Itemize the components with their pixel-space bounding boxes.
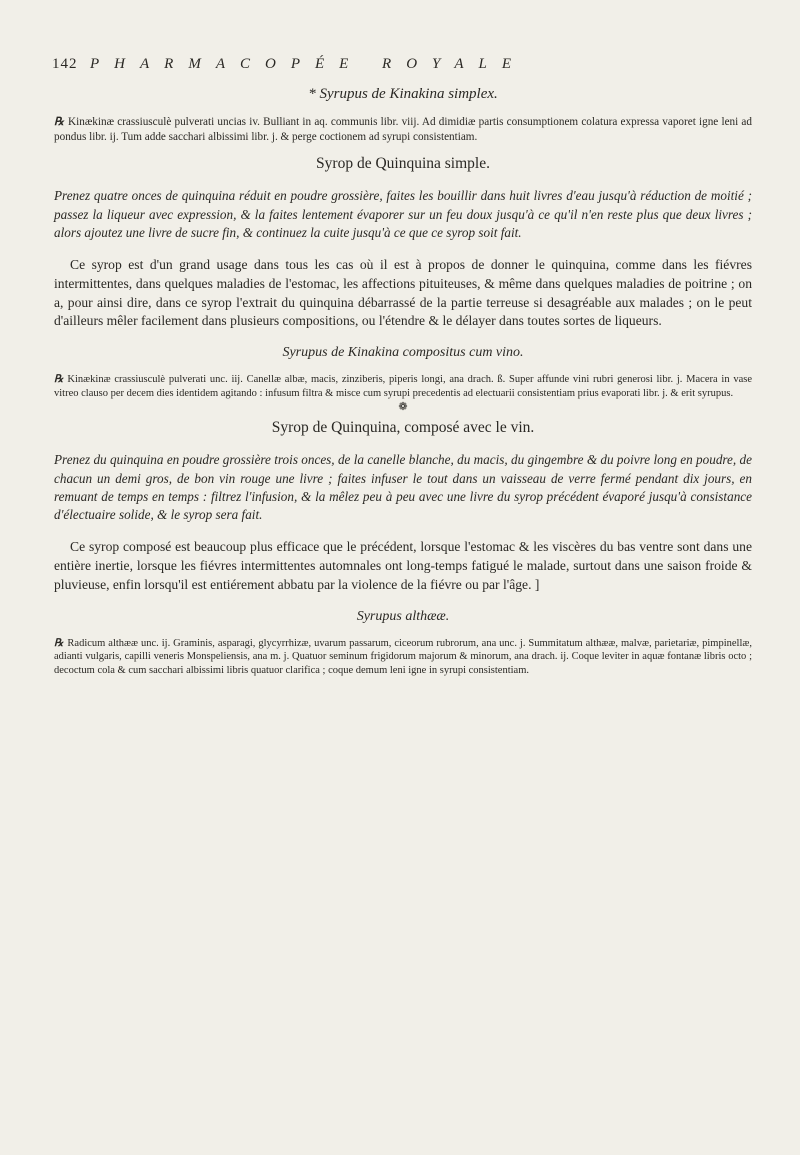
recipe-section: [54, 86, 752, 331]
latin-recipe-body: Kinækinæ crassiusculè pulverati unc. iij. Canellæ albæ, macis, zinziberis, piperis longi, ana drach. ß. Super affunde vini rubri generosi libr. j. Macera in vase vitreo clauso per decem dies identidem agitando : infusum filtra & misce cum syrupi precedentis ad electuarii consistentiam prius evaporati libr. j. & erit syrupus.: [54, 374, 752, 399]
latin-recipe-text: [54, 373, 752, 400]
commentary-paragraph: Ce syrop composé est beaucoup plus efficace que le précédent, lorsque l'estomac & les viscères du bas ventre sont dans une entière inertie, lorsque les fiévres intermittentes automnales ont long-temps fatigué le malade, surtout dans une saison froide & pluvieuse, enfin lorsqu'il est entiérement abbatu par la violence de la fiévre ou par l'âge. ]: [54, 539, 752, 592]
page-header: [52, 56, 748, 78]
recipe-section: [54, 609, 752, 678]
page-body: [54, 86, 752, 687]
recipe-symbol-icon: ℞: [54, 374, 64, 386]
french-recipe-title: Syrop de Quinquina simple.: [316, 155, 490, 173]
latin-recipe-title: * Syrupus de Kinakina simplex.: [308, 86, 498, 102]
latin-recipe-body: Kinækinæ crassiusculè pulverati uncias iv. Bulliant in aq. communis libr. viij. Ad dimidiæ partis consumptionem colatura expressa vaporet igne leni ad pondus libr. ij. Tum adde sacchari albissimi libr. j. & perge coctionem ad syrupi consistentiam.: [54, 116, 752, 144]
recipe-section: [54, 345, 752, 594]
latin-recipe-title: Syrupus althææ.: [356, 608, 450, 624]
latin-recipe-title: Syrupus de Kinakina compositus cum vino.: [282, 345, 524, 361]
latin-recipe-text: [54, 637, 752, 678]
latin-recipe-body: Radicum althææ unc. ij. Graminis, asparagi, glycyrrhizæ, uvarum passarum, ciceorum rubrorum, ana unc. j. Summitatum althææ, malvæ, parietariæ, pimpinellæ, adianti vulgaris, capilli veneris Monspeliensis, ana m. j. Quatuor seminum frigidorum majorum & minorum, ana drach. ij. Coque leviter in aquæ fontanæ libris octo ; decoctum cola & cum sacchari albissimi libris quatuor clarifica ; coque demum leni igne in syrupi consistentiam.: [54, 637, 752, 676]
recipe-symbol-icon: ℞: [54, 116, 65, 128]
french-recipe-title: Syrop de Quinquina, composé avec le vin.: [271, 419, 535, 437]
ornament-mark: ❁: [398, 401, 408, 414]
running-title: PHARMACOPÉE ROYALE: [90, 56, 527, 72]
latin-recipe-text: [54, 115, 752, 145]
page-number: 142: [52, 56, 78, 72]
french-recipe-instructions: Prenez du quinquina en poudre grossière trois onces, de la canelle blanche, du macis, du gingembre & du poivre long en poudre, de chacun un demi gros, de bon vin rouge une livre ; faites infuser le tout dans un vaisseau de verre fermé pendant dix jours, en remuant de temps en temps : filtrez l'infusion, & la mêlez peu à peu avec une livre du syrop précédent évaporé jusqu'à consistance d'électuaire solide, & le syrop sera fait.: [54, 452, 752, 523]
french-recipe-instructions: Prenez quatre onces de quinquina réduit en poudre grossière, faites les bouillir dans huit livres d'eau jusqu'à réduction de moitié ; passez la liqueur avec expression, & la faites lentement évaporer sur un feu doux jusqu'à ce qu'il n'en reste plus que deux livres ; alors ajoutez une livre de sucre fin, & continuez la cuite jusqu'à ce que ce syrop soit fait.: [54, 188, 752, 240]
commentary-paragraph: Ce syrop est d'un grand usage dans tous les cas où il est à propos de donner le quinquina, comme dans les fiévres intermittentes, dans quelques maladies de l'estomac, les affections pituiteuses, & même dans quelques maladies de poitrine ; on a, pour ainsi dire, dans ce syrop l'extrait du quinquina débarrassé de la partie terreuse si desagréable aux malades ; on le peut d'ailleurs mêler facilement dans plusieurs compositions, ou l'étendre & le délayer dans toutes sortes de liqueurs.: [54, 257, 752, 329]
recipe-symbol-icon: ℞: [54, 637, 64, 649]
